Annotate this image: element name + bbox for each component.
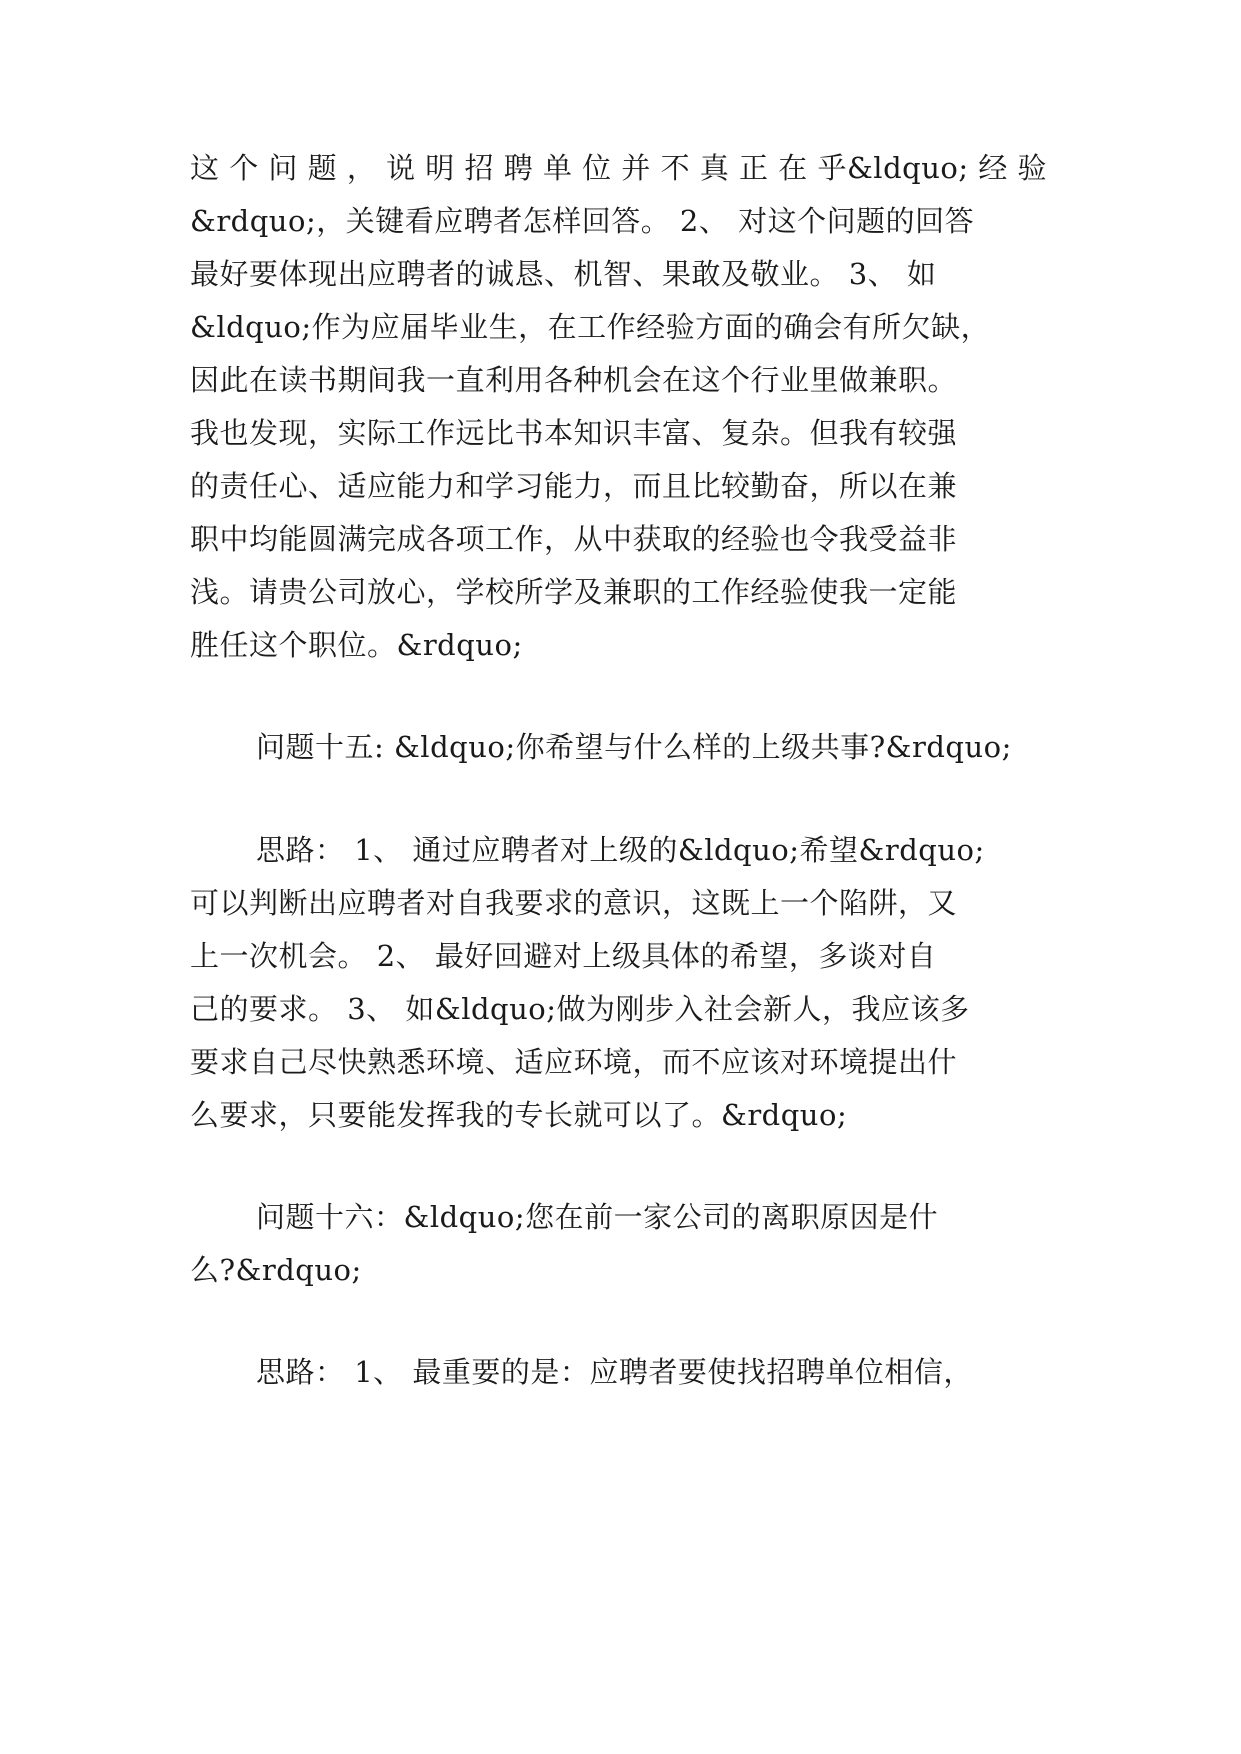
paragraph-line: 我也发现，实际工作远比书本知识丰富、复杂。但我有较强	[190, 416, 958, 450]
question-sixteen-heading: 问题十六：&ldquo;您在前一家公司的离职原因是什	[256, 1200, 939, 1234]
paragraph-line: 浅。请贵公司放心，学校所学及兼职的工作经验使我一定能	[190, 575, 958, 609]
paragraph-line: 己的要求。 3、 如&ldquo;做为刚步入社会新人，我应该多	[190, 992, 970, 1026]
paragraph-line: 最好要体现出应聘者的诚恳、机智、果敢及敬业。 3、 如	[190, 257, 937, 291]
paragraph-line: 要求自己尽快熟悉环境、适应环境，而不应该对环境提出什	[190, 1045, 958, 1079]
paragraph-line: 思路： 1、 通过应聘者对上级的&ldquo;希望&rdquo;	[256, 833, 985, 867]
paragraph-line: &ldquo;作为应届毕业生，在工作经验方面的确会有所欠缺，	[190, 310, 991, 344]
paragraph-line: 么要求，只要能发挥我的专长就可以了。&rdquo;	[190, 1098, 848, 1132]
paragraph-line: 因此在读书期间我一直利用各种机会在这个行业里做兼职。	[190, 363, 958, 397]
question-sixteen-heading-cont: 么?&rdquo;	[190, 1253, 362, 1287]
paragraph-line: 可以判断出应聘者对自我要求的意识，这既上一个陷阱，又	[190, 886, 958, 920]
paragraph-line: 上一次机会。 2、 最好回避对上级具体的希望，多谈对自	[190, 939, 937, 973]
paragraph-line: 胜任这个职位。&rdquo;	[190, 628, 523, 662]
question-fifteen-heading: 问题十五: &ldquo;你希望与什么样的上级共事?&rdquo;	[256, 730, 1012, 764]
paragraph-line: 思路： 1、 最重要的是：应聘者要使找招聘单位相信，	[256, 1355, 973, 1389]
paragraph-line: 的责任心、适应能力和学习能力，而且比较勤奋，所以在兼	[190, 469, 958, 503]
paragraph-line: &rdquo;，关键看应聘者怎样回答。 2、 对这个问题的回答	[190, 204, 975, 238]
paragraph-line: 这 个 问 题 ， 说 明 招 聘 单 位 并 不 真 正 在 乎&ldquo; 经 验	[190, 151, 1048, 185]
paragraph-line: 职中均能圆满完成各项工作，从中获取的经验也令我受益非	[190, 522, 958, 556]
